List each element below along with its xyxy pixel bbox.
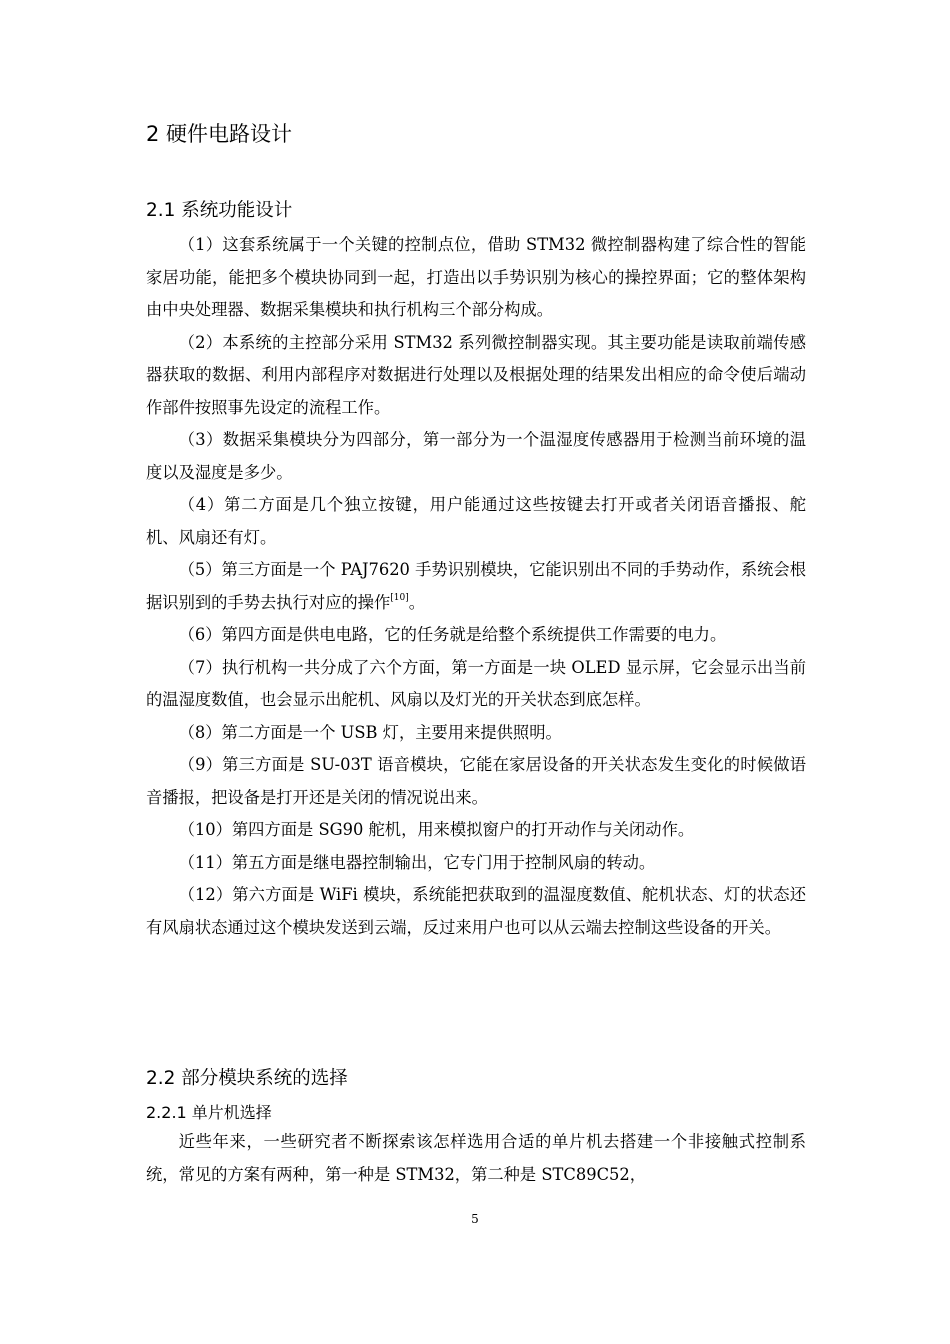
citation-marker: [10]	[390, 592, 409, 603]
page-number: 5	[471, 1212, 479, 1226]
subsection-2-2-1-body	[146, 1126, 806, 1191]
paragraph-10: （10）第四方面是 SG90 舵机，用来模拟窗户的打开动作与关闭动作。	[178, 820, 695, 839]
paragraph-5	[146, 554, 806, 619]
paragraph-7: （7）执行机构一共分成了六个方面，第一方面是一块 OLED 显示屏，它会显示出当前的温湿度数值，也会显示出舵机、风扇以及灯光的开关状态到底怎样。	[146, 657, 806, 709]
paragraph-1: （1）这套系统属于一个关键的控制点位，借助 STM32 微控制器构建了综合性的智能家居功能，能把多个模块协同到一起，打造出以手势识别为核心的操控界面；它的整体架构由中央处理器、数据采集模块和执行机构三个部分构成。	[146, 235, 806, 319]
subsection-title-2-2-1: 2.2.1 单片机选择	[146, 1103, 272, 1122]
section-title-2-1: 2.1 系统功能设计	[146, 200, 293, 221]
section-title-2-2: 2.2 部分模块系统的选择	[146, 1068, 348, 1089]
paragraph-4: （4）第二方面是几个独立按键，用户能通过这些按键去打开或者关闭语音播报、舵机、风扇还有灯。	[146, 495, 806, 547]
paragraph-6: （6）第四方面是供电电路，它的任务就是给整个系统提供工作需要的电力。	[178, 625, 727, 644]
paragraph-2: （2）本系统的主控部分采用 STM32 系列微控制器实现。其主要功能是读取前端传感器获取的数据、利用内部程序对数据进行处理以及根据处理的结果发出相应的命令使后端动作部件按照事先设定的流程工作。	[146, 332, 806, 417]
section-2-1-body	[146, 229, 806, 944]
paragraph-5-end: 。	[408, 592, 426, 612]
paragraph-12: （12）第六方面是 WiFi 模块，系统能把获取到的温湿度数值、舵机状态、灯的状态还有风扇状态通过这个模块发送到云端，反过来用户也可以从云端去控制这些设备的开关。	[146, 885, 806, 937]
subsection-paragraph: 近些年来，一些研究者不断探索该怎样选用合适的单片机去搭建一个非接触式控制系统，常见的方案有两种，第一种是 STM32，第二种是 STC89C52，	[146, 1132, 806, 1184]
paragraph-3: （3）数据采集模块分为四部分，第一部分为一个温湿度传感器用于检测当前环境的温度以及湿度是多少。	[146, 430, 806, 482]
paragraph-8: （8）第二方面是一个 USB 灯，主要用来提供照明。	[178, 722, 562, 742]
paragraph-9: （9）第三方面是 SU-03T 语音模块，它能在家居设备的开关状态发生变化的时候做语音播报，把设备是打开还是关闭的情况说出来。	[146, 755, 806, 807]
paragraph-5-text: （5）第三方面是一个 PAJ7620 手势识别模块，它能识别出不同的手势动作，系统会根据识别到的手势去执行对应的操作	[146, 560, 806, 612]
chapter-title: 2 硬件电路设计	[146, 122, 293, 146]
paragraph-11: （11）第五方面是继电器控制输出，它专门用于控制风扇的转动。	[178, 852, 656, 872]
